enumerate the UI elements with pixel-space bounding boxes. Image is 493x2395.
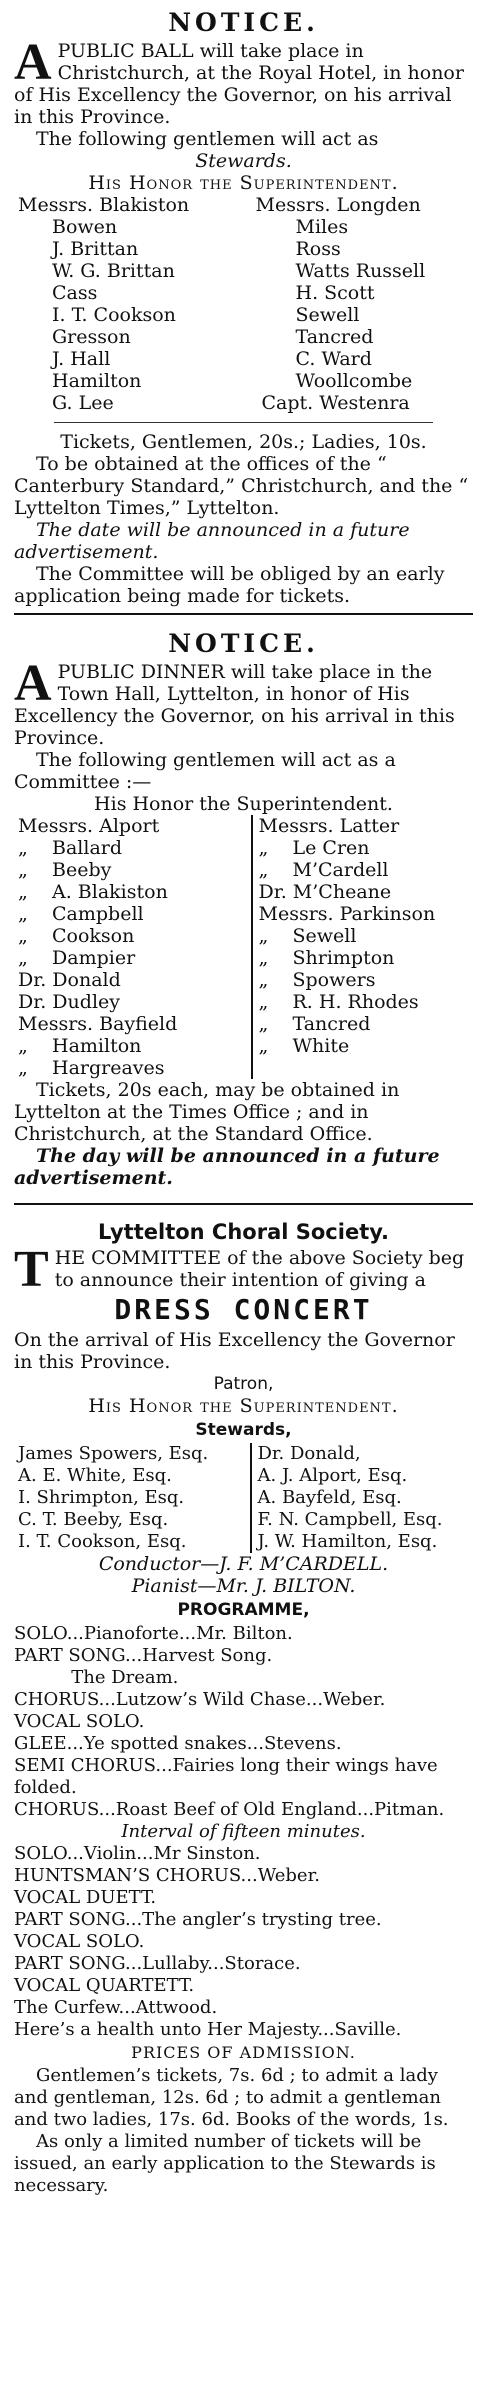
steward-name: Bowen: [52, 216, 118, 238]
steward-name: I. T. Cookson: [52, 304, 176, 326]
dinner-following: The following gentlemen will act as a Committee :—: [14, 749, 396, 793]
patron-label: Patron,: [213, 1374, 274, 1394]
steward-name: I. T. Cookson, Esq.: [18, 1531, 187, 1552]
steward-name: Cass: [52, 282, 98, 304]
public-dinner-notice: [14, 621, 473, 1189]
choral-society-notice: [14, 1211, 473, 2197]
ball-stewards-left: [18, 194, 236, 414]
dinner-day: The day will be announced in a future advertisement.: [14, 1145, 440, 1189]
steward-name: G. Lee: [52, 392, 114, 414]
steward-name: A. Bayfeld, Esq.: [257, 1487, 402, 1508]
stewards-label: Stewards.: [195, 150, 292, 172]
ball-date: The date will be announced in a future advertisement.: [14, 519, 410, 563]
dinner-intro: [14, 655, 473, 749]
drop-cap: T: [14, 1241, 49, 1298]
concert-intro-text: HE COMMITTEE of the above Society beg to announce their intention of giving a: [54, 1247, 465, 1291]
programme-item: VOCAL SOLO.: [14, 1931, 145, 1952]
ball-following: The following gentlemen will act as: [36, 128, 379, 150]
steward-name: J. W. Hamilton, Esq.: [257, 1531, 438, 1552]
steward-name: F. N. Campbell, Esq.: [257, 1509, 443, 1530]
committee-name: „ Spowers: [258, 969, 376, 991]
steward-name: Watts Russell: [295, 260, 426, 282]
committee-name: Messrs. Alport: [18, 815, 160, 837]
steward-name: Hamilton: [52, 370, 142, 392]
committee-name: „ M’Cardell: [258, 859, 389, 881]
steward-name: Ross: [295, 238, 341, 260]
committee-name: „ Ballard: [18, 837, 123, 859]
programme-item: VOCAL DUETT.: [14, 1887, 157, 1908]
committee-name: Dr. Donald: [18, 969, 121, 991]
programme-item: SOLO...Violin...Mr Sinston.: [14, 1843, 261, 1864]
committee-name: „ Le Cren: [258, 837, 370, 859]
programme-item: PART SONG...Harvest Song.: [14, 1645, 273, 1666]
pianist: Pianist—Mr. J. BILTON.: [131, 1575, 356, 1597]
public-ball-notice: [14, 0, 473, 607]
committee-name: „ Hamilton: [18, 1035, 142, 1057]
programme-item: The Dream.: [14, 1667, 179, 1688]
programme-item: Here’s a health unto Her Majesty...Saville.: [14, 2019, 402, 2040]
conductor: Conductor—J. F. M’CARDELL.: [98, 1553, 389, 1575]
divider: [54, 422, 433, 423]
committee-name: „ Campbell: [18, 903, 144, 925]
ball-tickets: Tickets, Gentlemen, 20s.; Ladies, 10s.: [60, 431, 427, 453]
committee-name: „ Tancred: [258, 1013, 371, 1035]
steward-name: Messrs. Blakiston: [18, 194, 190, 216]
steward-name: Gresson: [52, 326, 131, 348]
concert-stewards-list: [14, 1443, 473, 1553]
committee-name: „ Cookson: [18, 925, 135, 947]
notice-heading: NOTICE.: [168, 629, 319, 658]
committee-name: Messrs. Latter: [258, 815, 400, 837]
committee-name: Messrs. Bayfield: [18, 1013, 178, 1035]
prices-text: Gentlemen’s tickets, 7s. 6d ; to admit a lady and gentleman, 12s. 6d ; to admit a gentleman and two ladies, 17s. 6d. Books of the words, 1s.: [14, 2065, 449, 2130]
steward-name: J. Hall: [52, 348, 111, 370]
ball-intro-text: PUBLIC BALL will take place in Christchurch, at the Royal Hotel, in honor of His Excellency the Governor, on his arrival in this Province.: [14, 40, 464, 128]
committee-name: Dr. M’Cheane: [258, 881, 392, 903]
steward-name: W. G. Brittan: [52, 260, 175, 282]
programme-item: VOCAL QUARTETT.: [14, 1975, 195, 1996]
honor-line: His Honor the Superintendent.: [94, 793, 393, 815]
programme-item: CHORUS...Roast Beef of Old England...Pitman.: [14, 1799, 445, 1820]
section-rule: [14, 1203, 473, 1205]
committee-name: Messrs. Parkinson: [258, 903, 436, 925]
programme-item: PART SONG...Lullaby...Storace.: [14, 1953, 301, 1974]
notice-heading: NOTICE.: [168, 8, 319, 37]
committee-name: „ Hargreaves: [18, 1057, 165, 1079]
concert-stewards-left: [18, 1443, 242, 1553]
steward-name: Messrs. Longden: [255, 194, 421, 216]
steward-name: A. J. Alport, Esq.: [257, 1465, 408, 1486]
dinner-intro-text: PUBLIC DINNER will take place in the Town Hall, Lyttelton, in honor of His Excellency the Governor, on his arrival in this Province.: [14, 661, 455, 749]
programme-label: PROGRAMME,: [177, 1600, 310, 1620]
limited-text: As only a limited number of tickets will be issued, an early application to the Stewards is necessary.: [14, 2131, 436, 2196]
programme-item: PART SONG...The angler’s trysting tree.: [14, 1909, 382, 1930]
patron-name: His Honor the Superintendent.: [88, 1395, 399, 1417]
dinner-committee-left: [18, 815, 241, 1079]
honor-line: His Honor the Superintendent.: [88, 172, 399, 194]
steward-name: Woollcombe: [295, 370, 413, 392]
programme-item: HUNTSMAN’S CHORUS...Weber.: [14, 1865, 320, 1886]
programme-item: SOLO...Pianoforte...Mr. Bilton.: [14, 1623, 293, 1644]
steward-name: Sewell: [295, 304, 360, 326]
steward-name: I. Shrimpton, Esq.: [18, 1487, 185, 1508]
committee-name: „ Dampier: [18, 947, 136, 969]
society-title: Lyttelton Choral Society.: [98, 1220, 389, 1244]
programme-item: SEMI CHORUS...Fairies long their wings have folded.: [14, 1755, 438, 1798]
programme-item: GLEE...Ye spotted snakes...Stevens.: [14, 1733, 342, 1754]
ball-committee: The Committee will be obliged by an early application being made for tickets.: [14, 563, 445, 607]
dinner-tickets: Tickets, 20s each, may be obtained in Lyttelton at the Times Office ; and in Christchurch, at the Standard Office.: [14, 1079, 400, 1145]
steward-name: C. T. Beeby, Esq.: [18, 1509, 169, 1530]
programme-item: The Curfew...Attwood.: [14, 1997, 218, 2018]
steward-name: James Spowers, Esq.: [18, 1443, 209, 1464]
concert-intro: [14, 1241, 473, 1298]
drop-cap: A: [14, 655, 52, 712]
committee-name: „ A. Blakiston: [18, 881, 168, 903]
committee-name: „ Beeby: [18, 859, 112, 881]
steward-name: A. E. White, Esq.: [18, 1465, 172, 1486]
steward-name: J. Brittan: [52, 238, 139, 260]
committee-name: „ White: [258, 1035, 350, 1057]
committee-name: „ Sewell: [258, 925, 357, 947]
section-rule: [14, 613, 473, 615]
concert-arrival: On the arrival of His Excellency the Governor in this Province.: [14, 1329, 455, 1373]
dinner-committee-list: [14, 815, 473, 1079]
programme-item: CHORUS...Lutzow’s Wild Chase...Weber.: [14, 1689, 386, 1710]
drop-cap: A: [14, 34, 52, 91]
committee-name: Dr. Dudley: [18, 991, 120, 1013]
committee-name: „ R. H. Rhodes: [258, 991, 419, 1013]
ball-stewards-list: [14, 194, 473, 414]
programme-item: VOCAL SOLO.: [14, 1711, 145, 1732]
steward-name: Capt. Westenra: [261, 392, 410, 414]
ball-stewards-right: [256, 194, 474, 414]
committee-name: „ Shrimpton: [258, 947, 395, 969]
steward-name: Tancred: [295, 326, 374, 348]
steward-name: H. Scott: [295, 282, 375, 304]
dinner-committee-right: [251, 815, 474, 1079]
steward-name: Dr. Donald,: [257, 1443, 361, 1464]
steward-name: Miles: [295, 216, 349, 238]
ball-obtain: To be obtained at the offices of the “ Canterbury Standard,” Christchurch, and the “ Lyttelton Times,” Lyttelton.: [14, 453, 469, 519]
concert-stewards-right: [250, 1443, 474, 1553]
dress-concert-heading: DRESS CONCERT: [114, 1293, 373, 1326]
programme-list: [14, 1623, 473, 2041]
ball-intro: [14, 34, 473, 128]
prices-label: PRICES OF ADMISSION.: [131, 2043, 356, 2062]
steward-name: C. Ward: [295, 348, 372, 370]
programme-interval: Interval of fifteen minutes.: [121, 1821, 366, 1842]
stewards-label: Stewards,: [195, 1420, 292, 1440]
